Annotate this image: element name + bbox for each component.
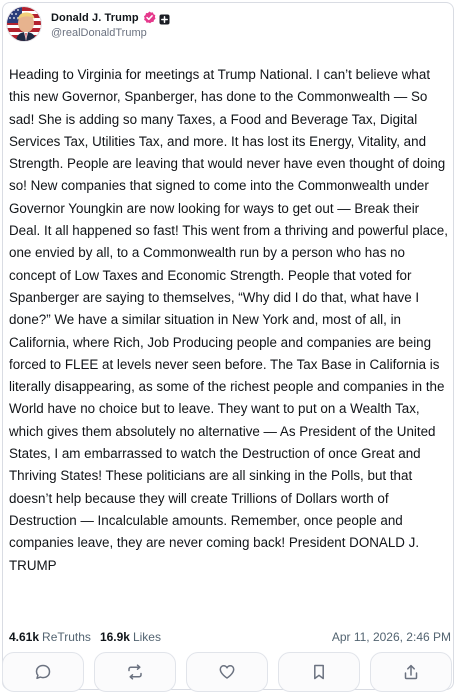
post-stats	[9, 628, 453, 646]
post-timestamp[interactable]: Apr 11, 2026, 2:46 PM	[331, 630, 451, 644]
avatar[interactable]	[7, 7, 41, 41]
retruth-icon	[126, 663, 144, 681]
likes-stat[interactable]	[100, 630, 161, 644]
heart-icon	[218, 663, 236, 681]
retruths-count: 4.61k	[9, 630, 40, 644]
likes-count: 16.9k	[99, 630, 130, 644]
share-icon	[402, 663, 420, 681]
author-handle[interactable]: @realDonaldTrump	[51, 27, 147, 39]
plus-badge-icon	[159, 12, 170, 23]
post-header	[7, 6, 170, 42]
post-text: Heading to Virginia for meetings at Trump National. I can’t believe what this new Governor, Spanberger, has done to the Commonwealth — So sad! She is adding so many Taxes, a Food and Beverage Tax, Digital Services Tax, Utilities Tax, and more. It has lost its Energy, Vitality, and Strength. People are leaving that would never have even thought of doing so! New companies that signed to come into the Commonwealth under Governor Youngkin are now looking for ways to get out — Break their Deal. It all happened so fast! This went from a thriving and powerful place, one envied by all, to a Commonwealth run by a person who has no concept of Low Taxes and Economic Strength. People that voted for Spanberger are saying to themselves, “Why did I do that, what have I done?” We have a similar situation in New York and, most of all, in California, where Rich, Job Producing people and companies are being forced to FLEE at levels never seen before. The Tax Base in California is literally disappearing, as some of the richest people and companies in the World have no choice but to leave. They want to put on a Wealth Tax, which gives them absolutely no alternative — As President of the United States, I am embarrassed to watch the Destruction of once Great and Thriving States! These politicians are all sinking in the Polls, but that doesn’t help because they will create Trillions of Dollars worth of Destruction — Incalculable amounts. Remember, once people and companies leave, they are never coming back! President DONALD J. TRUMP	[9, 67, 448, 573]
retruths-label: ReTruths	[42, 630, 91, 644]
retruth-button[interactable]	[94, 652, 176, 692]
share-button[interactable]	[370, 652, 452, 692]
truth-post-card	[2, 2, 454, 690]
bookmark-button[interactable]	[278, 652, 360, 692]
like-button[interactable]	[186, 652, 268, 692]
action-bar	[2, 652, 452, 692]
author-names	[51, 9, 170, 39]
bookmark-icon	[310, 663, 328, 681]
retruths-stat[interactable]	[9, 630, 91, 644]
name-row	[51, 9, 170, 26]
likes-label: Likes	[132, 630, 161, 644]
reply-icon	[34, 663, 52, 681]
author-display-name[interactable]: Donald J. Trump	[51, 11, 139, 24]
reply-button[interactable]	[2, 652, 84, 692]
verified-badge-icon	[143, 11, 156, 24]
